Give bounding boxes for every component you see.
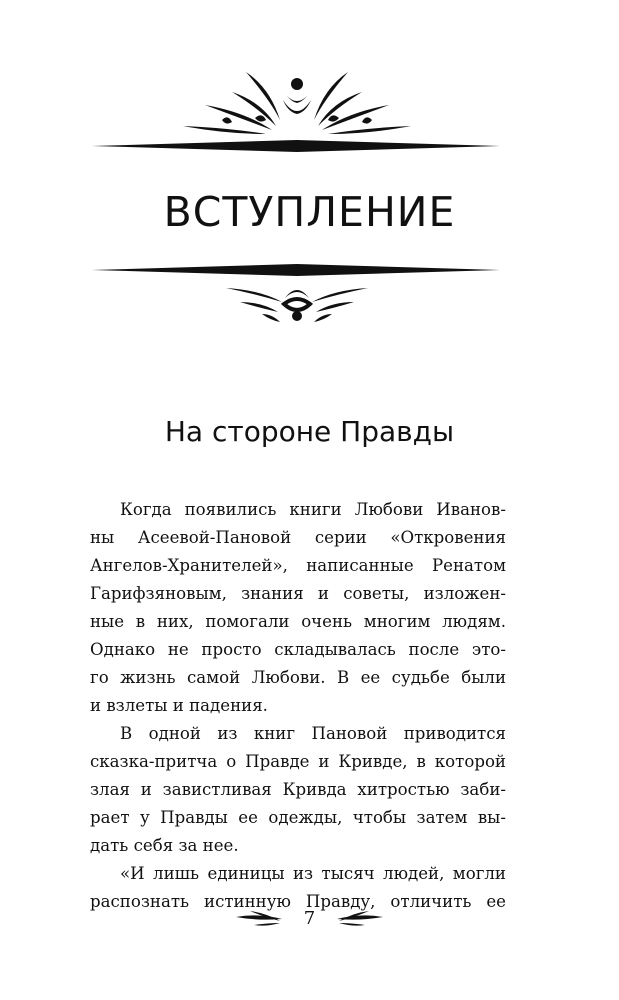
- text-line: злая и завистливая Кривда хитростью заби-: [90, 780, 506, 799]
- text-line: Гарифзяновым, знания и советы, изложен-: [90, 584, 506, 603]
- text-line: Однако не просто складывалась после это-: [90, 640, 506, 659]
- text-line: рает у Правды ее одежды, чтобы затем вы-: [90, 808, 506, 827]
- text-line: Когда появились книги Любови Иванов-: [120, 500, 506, 519]
- text-line: сказка-притча о Правде и Кривде, в которой: [90, 752, 506, 771]
- text-line: Ангелов-Хранителей», написанные Ренатом: [90, 556, 506, 575]
- page-number: 7: [303, 908, 316, 929]
- section-title: На стороне Правды: [164, 415, 455, 448]
- text-line: ны Асеевой-Пановой серии «Откровения: [90, 528, 506, 547]
- chapter-title: ВСТУПЛЕНИЕ: [163, 188, 456, 236]
- text-line: и взлеты и падения.: [90, 696, 268, 715]
- text-line: «И лишь единицы из тысяч людей, могли: [120, 864, 506, 883]
- text-line: распознать истинную Правду, отличить ее: [90, 892, 506, 911]
- bottom-floral-ornament: [0, 258, 619, 338]
- ornament-dot: [291, 78, 303, 90]
- text-line: го жизнь самой Любови. В ее судьбе были: [90, 668, 506, 687]
- text-line: дать себя за нее.: [90, 836, 239, 855]
- text-line: В одной из книг Пановой приводится: [120, 724, 506, 743]
- body-text: [90, 496, 506, 916]
- text-line: ные в них, помогали очень многим людям.: [90, 612, 506, 631]
